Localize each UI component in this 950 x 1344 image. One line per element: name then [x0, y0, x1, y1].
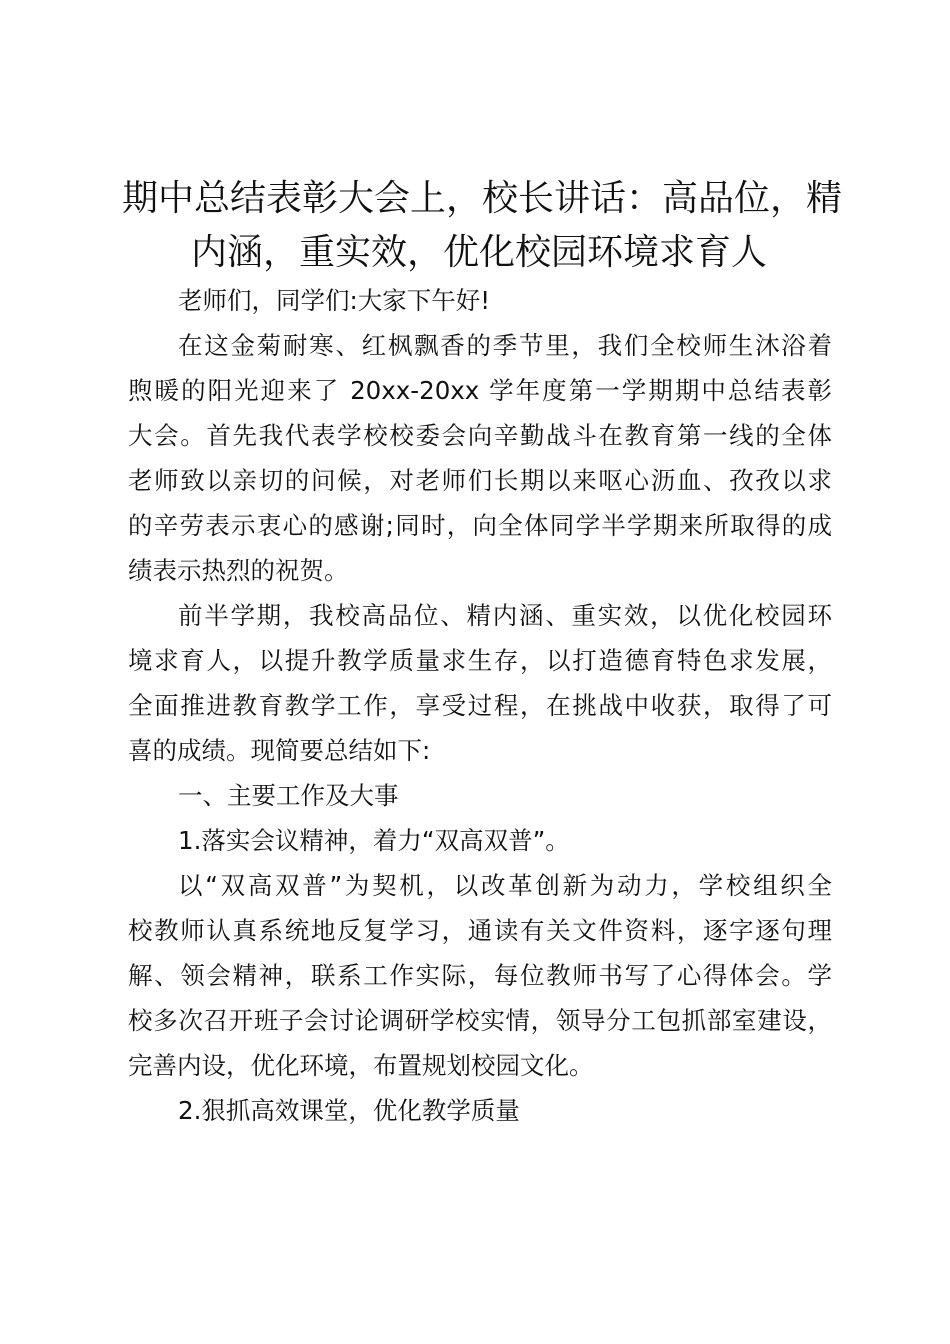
opening-paragraph	[128, 323, 832, 593]
paragraph-line: 的辛劳表示衷心的感谢;同时，向全体同学半学期来所取得的成	[128, 511, 832, 540]
paragraph-line: 全面推进教育教学工作，享受过程，在挑战中收获，取得了可	[128, 691, 832, 720]
greeting-paragraph	[128, 278, 832, 323]
paragraph-line: 在这金菊耐寒、红枫飘香的季节里，我们全校师生沐浴着	[178, 331, 832, 360]
paragraph-line: 完善内设，优化环境，布置规划校园文化。	[128, 1051, 594, 1080]
title-line: 内涵，重实效，优化校园环境求育人	[190, 232, 767, 273]
paragraph-line: 境求育人，以提升教学质量求生存，以打造德育特色求发展，	[128, 646, 832, 675]
meeting-paragraph	[128, 863, 832, 1088]
document-body	[128, 278, 832, 1133]
paragraph-line: 2.狠抓高效课堂，优化教学质量	[178, 1096, 520, 1125]
paragraph-line: 一、主要工作及大事	[178, 781, 399, 810]
paragraph-line: 解、领会精神，联系工作实际，每位教师书写了心得体会。学	[128, 961, 832, 990]
paragraph-line: 大会。首先我代表学校校委会向辛勤战斗在教育第一线的全体	[128, 421, 832, 450]
paragraph-line: 煦暖的阳光迎来了 20xx-20xx 学年度第一学期期中总结表彰	[128, 376, 832, 405]
paragraph-line: 绩表示热烈的祝贺。	[128, 556, 349, 585]
summary-paragraph	[128, 593, 832, 773]
subsection-heading	[128, 1088, 832, 1133]
paragraph-line: 1.落实会议精神，着力“双高双普”。	[178, 826, 570, 855]
paragraph-line: 校多次召开班子会讨论调研学校实情，领导分工包抓部室建设，	[128, 1006, 832, 1035]
paragraph-line: 校教师认真系统地反复学习，通读有关文件资料，逐字逐句理	[128, 916, 832, 945]
paragraph-line: 前半学期，我校高品位、精内涵、重实效，以优化校园环	[178, 601, 832, 630]
paragraph-line: 以“双高双普”为契机，以改革创新为动力，学校组织全	[178, 871, 832, 900]
paragraph-line: 老师致以亲切的问候，对老师们长期以来呕心沥血、孜孜以求	[128, 466, 832, 495]
paragraph-line: 老师们，同学们:大家下午好!	[178, 286, 491, 315]
section-heading	[128, 773, 832, 818]
document-title	[122, 172, 843, 280]
subsection-heading	[128, 818, 832, 863]
paragraph-line: 喜的成绩。现简要总结如下:	[128, 736, 431, 765]
title-line: 期中总结表彰大会上，校长讲话：高品位，精	[122, 178, 843, 219]
